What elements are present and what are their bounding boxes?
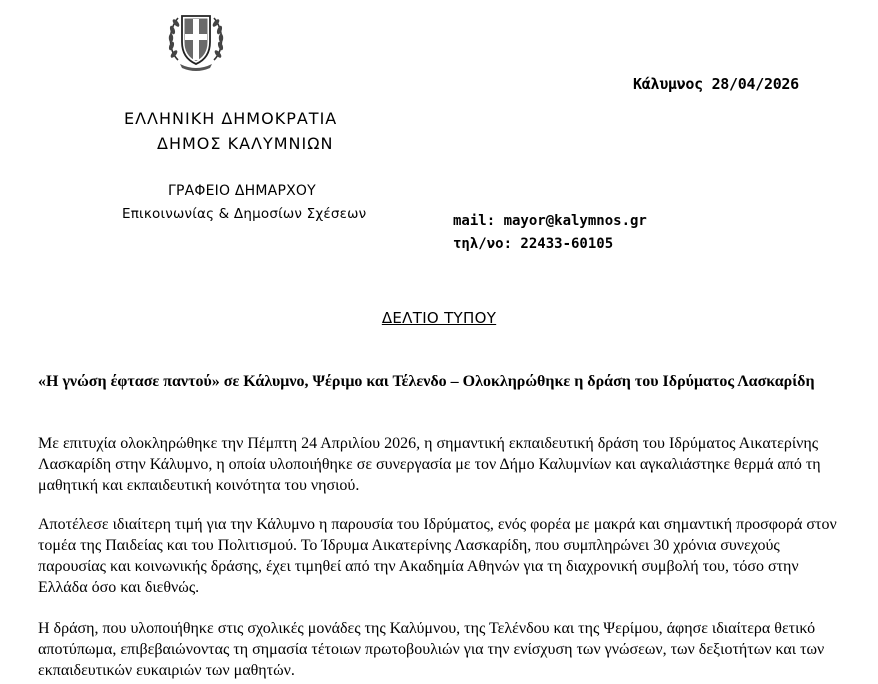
article-paragraph: Η δράση, που υλοποιήθηκε στις σχολικές μονάδες της Καλύμνου, της Τελένδου και της Ψερίμου, άφησε ιδιαίτερα θετικό αποτύπωμα, επιβεβαιώνοντας τη σημασία τέτοιων πρωτοβουλιών για την ενίσχυση των γνώσεων, των δεξιοτήτων και των εκπαιδευτικών ευκαιριών των μαθητών. xyxy=(38,620,825,679)
document-date: Κάλυμνος 28/04/2026 xyxy=(633,75,799,93)
greek-coat-of-arms-icon xyxy=(164,8,228,74)
office-subheading: Επικοινωνίας & Δημοσίων Σχέσεων xyxy=(122,206,367,222)
municipality-heading: ΔΗΜΟΣ ΚΑΛΥΜΝΙΩΝ xyxy=(157,134,334,153)
contact-phone: τηλ/νο: 22433-60105 xyxy=(453,236,614,252)
office-heading: ΓΡΑΦΕΙΟ ΔΗΜΑΡΧΟΥ xyxy=(168,183,316,199)
press-release-title: ΔΕΛΤΙΟ ΤΥΠΟΥ xyxy=(381,309,497,327)
article-paragraph: Αποτέλεσε ιδιαίτερη τιμή για την Κάλυμνο η παρουσία του Ιδρύματος, ενός φορέα με μακρά και σημαντική προσφορά στον τομέα της Παιδείας και του Πολιτισμού. Το Ίδρυμα Αικατερίνης Λασκαρίδη, που συμπληρώνει 30 χρόνια συνεχούς παρουσίας και κοινωνικής δράσης, έχει τιμηθεί από την Ακαδημία Αθηνών για τη διαχρονική συμβολή του, τόσο στην Ελλάδα όσο και διεθνώς. xyxy=(38,516,837,596)
article-paragraph: Με επιτυχία ολοκληρώθηκε την Πέμπτη 24 Απριλίου 2026, η σημαντική εκπαιδευτική δράση του Ιδρύματος Αικατερίνης Λασκαρίδη στην Κάλυμνο, η οποία υλοποιήθηκε σε συνεργασία με τον Δήμο Καλυμνίων και αγκαλιάστηκε θερμά από τη μαθητική και εκπαιδευτική κοινότητα του νησιού. xyxy=(38,435,821,494)
article-headline: «Η γνώση έφτασε παντού» σε Κάλυμνο, Ψέριμο και Τέλενδο – Ολοκληρώθηκε η δράση του Ιδρύματος Λασκαρίδη xyxy=(38,373,815,390)
contact-email: mail: mayor@kalymnos.gr xyxy=(453,213,647,229)
republic-heading: ΕΛΛΗΝΙΚΗ ΔΗΜΟΚΡΑΤΙΑ xyxy=(124,109,338,128)
